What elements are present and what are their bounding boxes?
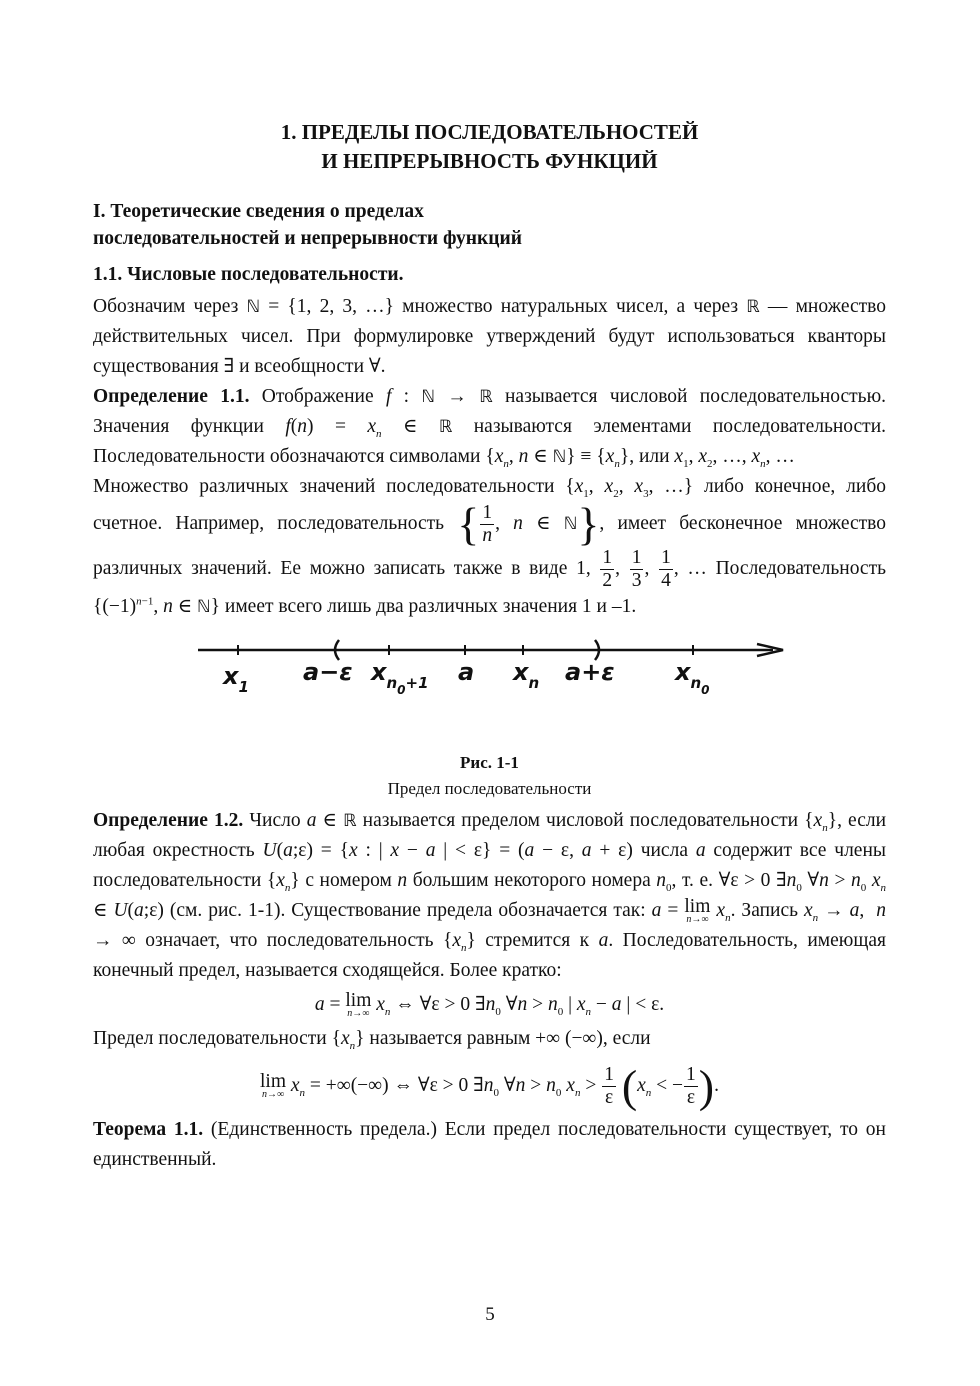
def12-text-a: Число	[243, 810, 307, 831]
subsection-title: 1.1. Числовые последовательности.	[93, 264, 404, 285]
section-title	[93, 198, 886, 252]
def12-text-h: , т. е.	[671, 870, 719, 891]
label-xn: $x_n$	[513, 658, 540, 692]
chapter-title	[93, 118, 886, 176]
label-xn0: $x_{n0}$	[675, 658, 710, 697]
paragraph-notation: Обозначим через ℕ = {1, 2, 3, …} множество натуральных чисел, а через ℝ — множество действительных чисел. При формулировке утверждений будут использоваться кванторы существования ∃ и всеобщности ∀.	[93, 296, 886, 377]
para3-text-b: называется равным	[364, 1028, 536, 1049]
para1-text-c: — множество действительных чисел. При формулировке утверждений будут использоваться кванторы существования ∃ и всеобщности ∀.	[93, 296, 886, 377]
para2-text-d: Последовательность	[706, 557, 887, 579]
def12-text-d: числа	[632, 840, 696, 861]
def12-text-i: (см. рис. 1-1). Существование предела обозначается так:	[163, 900, 652, 921]
def12-text-j: . Запись	[730, 900, 805, 921]
para3-text-c: , если	[602, 1028, 651, 1049]
figure-description: Предел последовательности	[387, 779, 592, 798]
chapter-title-line2: И НЕПРЕРЫВНОСТЬ ФУНКЦИЙ	[321, 149, 658, 173]
figure-number-line	[93, 632, 886, 750]
def12-text-l: стремится к	[475, 930, 599, 951]
formula-infinite-limit: lim n→∞ $x_n$ = +∞(−∞) ⇔ ∀ε > 0 $\exists n_0$ ∀n > $n_0$ $x_n$ > $\frac{1}{\varepsilon}$ ($x_n$ < − $\frac{1}{\varepsilon}$ ).	[260, 1060, 719, 1112]
def12-text-b: называется пределом числовой последовательности	[356, 810, 805, 831]
formula-mapping: f	[385, 386, 392, 407]
def11-head: Определение 1.1.	[93, 386, 250, 407]
def12-text-g: большим некоторого номера	[407, 870, 657, 891]
formula-reals: ℝ	[746, 297, 760, 317]
formula-limit-definition: a = lim n→∞ $x_n$ ⇔ ∀ε > 0 $\exists n_0$ ∀n > $n_0$ | $x_n - a$ | < ε.	[314, 989, 665, 1019]
def11-text-c: называются элементами последовательности. Последовательности обозначаются символами	[93, 416, 887, 467]
def12-text-k: означает, что последовательность	[135, 930, 443, 951]
formula-naturals: ℕ	[246, 297, 261, 317]
section-title-line1: I. Теоретические сведения о пределах	[93, 201, 424, 222]
chapter-title-line1: 1. ПРЕДЕЛЫ ПОСЛЕДОВАТЕЛЬНОСТЕЙ	[280, 120, 699, 144]
page-number: 5	[485, 1304, 495, 1325]
page-content	[93, 118, 886, 1175]
def12-text-f: с номером	[299, 870, 398, 891]
para2-text-b: либо конечное, либо счетное. Например, последовательность	[93, 476, 887, 534]
label-a-minus-eps: a−ε	[303, 658, 353, 686]
def12-head: Определение 1.2.	[93, 810, 244, 831]
para2-text-a: Множество различных значений последовательности	[93, 476, 566, 497]
section-title-line2: последовательностей и непрерывности функций	[93, 228, 522, 249]
label-a: a	[458, 658, 475, 686]
label-xn0plus1: $x_{n0}^{+1}$	[371, 658, 429, 697]
para2-text-c: , имеет бесконечное множество различных значений. Ее можно записать также в виде	[93, 512, 887, 579]
def12-text-c: , если любая окрестность	[93, 810, 887, 861]
para2-text-e: имеет всего лишь два различных значения 1 и –1.	[220, 596, 637, 617]
label-a-plus-eps: a+ε	[565, 658, 615, 686]
paragraph-distinct-values: Множество различных значений последовательности {$x_1$, $x_2$, $x_3$, …} либо конечное, либо счетное. Например, последовательность { $\frac{1}{n}$ , n ∈ ℕ}, имеет бесконечное множество различных значений. Ее можно записать также в виде 1, $\frac{1}{2}$ , $\frac{1}{3}$ , $\frac{1}{4}$ , … Последовательность {$(-1)^{n-1}$, n ∈ ℕ} имеет всего лишь два различных значения 1 и –1.	[93, 476, 887, 617]
number-line-diagram	[93, 632, 886, 750]
theorem-text: (Единственность предела.) Если предел последовательности существует, то он единственный.	[93, 1119, 886, 1170]
para1-text-b: множество натуральных чисел, а через	[394, 296, 747, 317]
figure-caption: Рис. 1-1	[460, 753, 519, 772]
def11-text-d: , или	[629, 446, 675, 467]
def12-text-e: содержит все члены последовательности	[93, 840, 886, 891]
def11-text-a: Отображение	[249, 386, 386, 407]
theorem-head: Теорема 1.1.	[93, 1119, 204, 1140]
theorem-1-1	[93, 1115, 886, 1175]
definition-1-2: Определение 1.2. Число a ∈ ℝ называется пределом числовой последовательности $\{x_n\}$, если любая окрестность U(a;ε) = {x : | x − a | < ε} = (a − ε, a + ε) числа a содержит все члены последовательности $\{x_n\}$ с номером n большим некоторого номера $n_0$, т. е. ∀ε > 0 $\exists n_0$ ∀n > $n_0$ $x_n$ ∈ U(a;ε) (см. рис. 1-1). Существование предела обозначается так: a = lim n→∞ $x_n$. Запись $x_n \to a$, n → ∞ означает, что последовательность $\{x_n\}$ стремится к a. Последовательность, имеющая конечный предел, называется сходящейся. Более кратко:	[93, 810, 887, 981]
para3-text-a: Предел последовательности	[93, 1028, 332, 1049]
paragraph-infinite-limit: Предел последовательности $\{x_n\}$ называется равным +∞ (−∞), если	[93, 1028, 651, 1052]
para1-text-a: Обозначим через	[93, 296, 247, 317]
definition-1-1: Определение 1.1. Отображение f : ℕ → ℝ называется числовой последовательностью. Значения функции $f(n) = x_n$ ∈ ℝ называются элементами последовательности. Последовательности обозначаются символами {$x_n$, n ∈ ℕ} ≡ $\{x_n\}$, или $x_1$, $x_2$, …, $x_n$, …	[93, 386, 887, 470]
def12-text-m: . Последовательность, имеющая конечный предел, называется сходящейся. Более кратко:	[93, 930, 886, 981]
label-x1: $x_1$	[223, 662, 249, 696]
def11-text-b: называется числовой последовательностью. Значения функции	[93, 386, 887, 437]
